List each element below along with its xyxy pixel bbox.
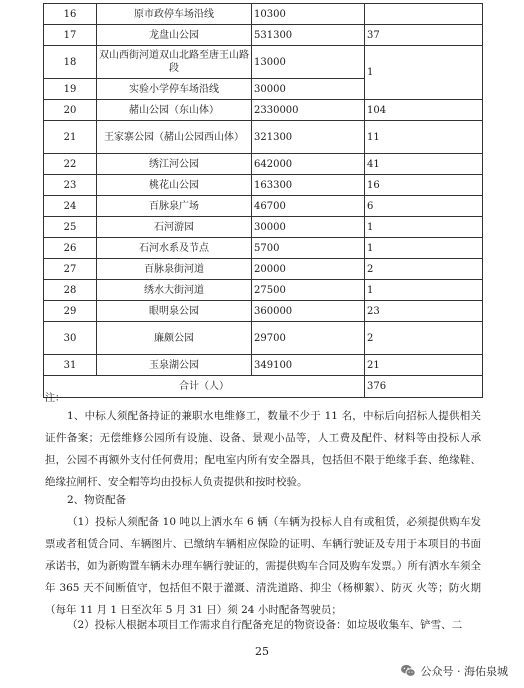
row-area: 321300 (252, 121, 365, 154)
row-staff: 1 (365, 238, 483, 259)
row-index: 17 (44, 25, 97, 46)
table-row (44, 25, 483, 46)
row-index: 21 (44, 121, 97, 154)
row-area: 29700 (252, 322, 365, 355)
table-row (44, 217, 483, 238)
table-row (44, 154, 483, 175)
wechat-icon (400, 663, 416, 679)
row-name: 百脉泉广场 (97, 196, 252, 217)
row-staff: 21 (365, 355, 483, 376)
total-value: 376 (365, 376, 483, 398)
row-index: 18 (44, 46, 97, 79)
row-name: 龙盘山公园 (97, 25, 252, 46)
table-row (44, 46, 483, 79)
row-area: 642000 (252, 154, 365, 175)
row-area: 13000 (252, 46, 365, 79)
row-area: 10300 (252, 4, 365, 25)
row-staff-merged: 1 (365, 46, 483, 100)
row-name: 桃花山公园 (97, 175, 252, 196)
row-index: 30 (44, 322, 97, 355)
facility-table (43, 3, 483, 398)
row-name: 双山西街河道双山北路至唐王山路段 (97, 46, 252, 79)
table-row (44, 355, 483, 376)
row-index: 31 (44, 355, 97, 376)
table-row (44, 322, 483, 355)
table-row (44, 100, 483, 121)
row-area: 46700 (252, 196, 365, 217)
watermark-text: 公众号 · 海佑泉城 (420, 665, 508, 678)
total-label: 合计（人） (44, 376, 365, 398)
row-index: 19 (44, 79, 97, 100)
row-name: 廉颇公园 (97, 322, 252, 355)
section-heading-materials: 2、物资配备 (67, 494, 127, 506)
row-name: 王家寨公园（赭山公园西山体） (97, 121, 252, 154)
page-number: 25 (255, 645, 269, 658)
watermark (0, 660, 508, 682)
row-index: 24 (44, 196, 97, 217)
row-index: 28 (44, 280, 97, 301)
row-staff: 11 (365, 121, 483, 154)
row-staff: 1 (365, 280, 483, 301)
row-name: 原市政停车场沿线 (97, 4, 252, 25)
paragraph-sprinkler-trucks: （1）投标人须配备 10 吨以上洒水车 6 辆（车辆为投标人自有或租赁，必须提供购车发票或者租赁合同、车辆图片、已缴纳车辆相应保险的证明、车辆行驶证及专用于本项目的书面承诺书，如为新购置车辆未办理车辆行驶证的，需提供购车合同及购车发票。）所有洒水车须全年 365 天不间断值守，包括但不限于灌溉、清洗道路、抑尘（杨柳絮）、防灭 火等；防火期（每年 11 月 1 日至次年 5 月 31 日）须 24 小时配备驾驶员； (45, 516, 481, 616)
total-row (44, 376, 483, 398)
table-row (44, 4, 483, 25)
row-area: 2330000 (252, 100, 365, 121)
row-name: 玉泉湖公园 (97, 355, 252, 376)
row-area: 5700 (252, 238, 365, 259)
row-area: 30000 (252, 79, 365, 100)
table-row (44, 121, 483, 154)
row-name: 眼明泉公园 (97, 301, 252, 322)
row-index: 20 (44, 100, 97, 121)
table-row (44, 196, 483, 217)
row-staff: 1 (365, 217, 483, 238)
note-label: 注： (45, 393, 65, 404)
row-area: 20000 (252, 259, 365, 280)
row-name: 百脉泉街河道 (97, 259, 252, 280)
row-staff (365, 4, 483, 25)
row-name: 赭山公园（东山体） (97, 100, 252, 121)
row-index: 27 (44, 259, 97, 280)
row-index: 25 (44, 217, 97, 238)
row-name: 绣水大街河道 (97, 280, 252, 301)
row-staff: 6 (365, 196, 483, 217)
table-row (44, 175, 483, 196)
table-row (44, 238, 483, 259)
paragraph-requirement-1: 1、中标人须配备持证的兼职水电维修工，数量不少于 11 名，中标后向招标人提供相关证件备案；无偿维修公园所有设施、设备、景观小品等，人工费及配件、材料等由投标人承担，公园不再额外支付任何费用；配电室内所有安全器具，包括但不限于绝缘手套、绝缘鞋、绝缘拉闸杆、安全帽等均由投标人负责提供和按时校验。 (45, 410, 481, 488)
row-index: 29 (44, 301, 97, 322)
row-area: 27500 (252, 280, 365, 301)
row-staff: 41 (365, 154, 483, 175)
row-index: 26 (44, 238, 97, 259)
row-name: 绣江河公园 (97, 154, 252, 175)
paragraph-equipment: （2）投标人根据本项目工作需求自行配备充足的物资设备：如垃圾收集车、铲雪、二 (67, 619, 463, 631)
row-name: 实验小学停车场沿线 (97, 79, 252, 100)
row-area: 360000 (252, 301, 365, 322)
row-name: 石河水系及节点 (97, 238, 252, 259)
table-row (44, 259, 483, 280)
row-index: 16 (44, 4, 97, 25)
row-area: 30000 (252, 217, 365, 238)
row-area: 163300 (252, 175, 365, 196)
row-area: 531300 (252, 25, 365, 46)
row-index: 23 (44, 175, 97, 196)
table-row (44, 280, 483, 301)
row-area: 349100 (252, 355, 365, 376)
row-staff: 23 (365, 301, 483, 322)
row-staff: 104 (365, 100, 483, 121)
row-staff: 16 (365, 175, 483, 196)
row-staff: 2 (365, 259, 483, 280)
table-row (44, 301, 483, 322)
row-name: 石河游园 (97, 217, 252, 238)
row-staff: 2 (365, 322, 483, 355)
row-index: 22 (44, 154, 97, 175)
row-staff: 37 (365, 25, 483, 46)
